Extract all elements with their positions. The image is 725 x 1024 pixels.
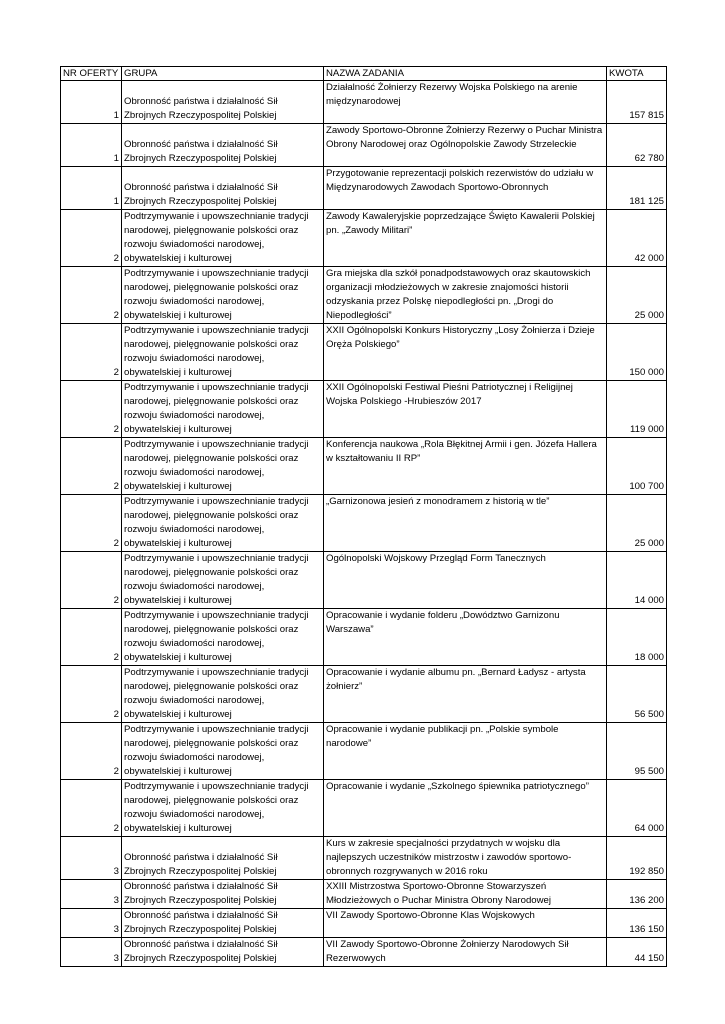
cell-nazwa-zadania — [324, 837, 607, 880]
cell-kwota — [607, 381, 667, 438]
table-row — [61, 837, 667, 880]
table-row — [61, 81, 667, 124]
cell-kwota-text: 136 200 — [629, 895, 664, 907]
cell-nazwa-zadania-text: Gra miejska dla szkół ponadpodstawowych oraz skautowskich organizacji młodzieżowych w zakresie znajomości historii odzyskania przez Polskę niepodległości pn. „Drogi do Niepodległości” — [326, 268, 591, 321]
cell-grupa-text: Podtrzymywanie i upowszechnianie tradycji narodowej, pielęgnowanie polskości oraz rozwoju świadomości narodowej, obywatelskiej i kulturowej — [124, 781, 309, 835]
cell-grupa — [122, 880, 324, 909]
cell-kwota — [607, 124, 667, 167]
cell-kwota — [607, 837, 667, 880]
table-row — [61, 210, 667, 267]
cell-nr-oferty — [61, 167, 122, 210]
cell-nr-oferty-text: 3 — [113, 866, 119, 878]
cell-grupa-text: Podtrzymywanie i upowszechnianie tradycji narodowej, pielęgnowanie polskości oraz rozwoju świadomości narodowej, obywatelskiej i kulturowej — [124, 268, 309, 322]
cell-grupa — [122, 124, 324, 167]
cell-nazwa-zadania — [324, 438, 607, 495]
cell-grupa — [122, 666, 324, 723]
cell-grupa-text: Podtrzymywanie i upowszechnianie tradycji narodowej, pielęgnowanie polskości oraz rozwoju świadomości narodowej, obywatelskiej i kulturowej — [124, 439, 309, 493]
table-row — [61, 938, 667, 967]
cell-kwota — [607, 909, 667, 938]
header-kwota: KWOTA — [607, 67, 667, 81]
cell-nr-oferty-text: 2 — [113, 424, 119, 436]
cell-nr-oferty-text: 1 — [113, 153, 119, 165]
cell-grupa-text: Obronność państwa i działalność Sił Zbrojnych Rzeczypospolitej Polskiej — [124, 182, 278, 208]
cell-nazwa-zadania — [324, 666, 607, 723]
cell-nr-oferty — [61, 381, 122, 438]
table-row — [61, 495, 667, 552]
cell-nazwa-zadania — [324, 609, 607, 666]
cell-nazwa-zadania — [324, 124, 607, 167]
cell-nr-oferty — [61, 837, 122, 880]
cell-nr-oferty — [61, 124, 122, 167]
cell-nazwa-zadania — [324, 880, 607, 909]
cell-grupa — [122, 609, 324, 666]
cell-nazwa-zadania — [324, 210, 607, 267]
cell-kwota — [607, 880, 667, 909]
cell-nazwa-zadania-text: Opracowanie i wydanie albumu pn. „Bernard Ładysz - artysta żołnierz” — [326, 667, 586, 692]
cell-kwota — [607, 666, 667, 723]
cell-nr-oferty-text: 2 — [113, 367, 119, 379]
cell-nazwa-zadania — [324, 723, 607, 780]
header-row — [61, 67, 667, 81]
cell-kwota — [607, 609, 667, 666]
cell-nazwa-zadania — [324, 167, 607, 210]
cell-kwota — [607, 495, 667, 552]
cell-nazwa-zadania — [324, 938, 607, 967]
cell-kwota-text: 14 000 — [634, 595, 664, 607]
cell-kwota-text: 56 500 — [634, 709, 664, 721]
cell-grupa — [122, 81, 324, 124]
table-row — [61, 666, 667, 723]
cell-nr-oferty — [61, 210, 122, 267]
cell-nr-oferty-text: 2 — [113, 709, 119, 721]
cell-grupa-text: Podtrzymywanie i upowszechnianie tradycji narodowej, pielęgnowanie polskości oraz rozwoju świadomości narodowej, obywatelskiej i kulturowej — [124, 382, 309, 436]
cell-nr-oferty — [61, 780, 122, 837]
cell-grupa-text: Obronność państwa i działalność Sił Zbrojnych Rzeczypospolitej Polskiej — [124, 939, 278, 965]
cell-nazwa-zadania — [324, 381, 607, 438]
cell-grupa — [122, 267, 324, 324]
cell-nr-oferty-text: 2 — [113, 310, 119, 322]
cell-kwota — [607, 938, 667, 967]
cell-nazwa-zadania-text: Zawody Sportowo-Obronne Żołnierzy Rezerwy o Puchar Ministra Obrony Narodowej oraz Ogólnopolskie Zawody Strzeleckie — [326, 125, 603, 150]
cell-kwota-text: 62 780 — [634, 153, 664, 165]
cell-kwota-text: 136 150 — [629, 924, 664, 936]
cell-kwota — [607, 267, 667, 324]
cell-kwota-text: 95 500 — [634, 766, 664, 778]
cell-grupa-text: Obronność państwa i działalność Sił Zbrojnych Rzeczypospolitej Polskiej — [124, 881, 278, 907]
cell-nazwa-zadania-text: Kurs w zakresie specjalności przydatnych w wojsku dla najlepszych uczestników mistrzostw i zawodów sportowo-obronnych rozgrywanych w 2016 roku — [326, 838, 572, 877]
cell-kwota — [607, 324, 667, 381]
cell-nazwa-zadania — [324, 780, 607, 837]
cell-kwota — [607, 780, 667, 837]
cell-grupa-text: Podtrzymywanie i upowszechnianie tradycji narodowej, pielęgnowanie polskości oraz rozwoju świadomości narodowej, obywatelskiej i kulturowej — [124, 667, 309, 721]
cell-nr-oferty — [61, 723, 122, 780]
cell-grupa — [122, 495, 324, 552]
cell-nr-oferty — [61, 267, 122, 324]
cell-nazwa-zadania-text: VII Zawody Sportowo-Obronne Klas Wojskowych — [326, 910, 535, 921]
cell-nazwa-zadania — [324, 267, 607, 324]
cell-grupa-text: Podtrzymywanie i upowszechnianie tradycji narodowej, pielęgnowanie polskości oraz rozwoju świadomości narodowej, obywatelskiej i kulturowej — [124, 724, 309, 778]
header-nazwa-zadania: NAZWA ZADANIA — [324, 67, 607, 81]
cell-grupa-text: Obronność państwa i działalność Sił Zbrojnych Rzeczypospolitej Polskiej — [124, 852, 278, 878]
cell-kwota — [607, 723, 667, 780]
cell-grupa-text: Obronność państwa i działalność Sił Zbrojnych Rzeczypospolitej Polskiej — [124, 96, 278, 122]
cell-nr-oferty — [61, 666, 122, 723]
cell-nazwa-zadania-text: Działalność Żołnierzy Rezerwy Wojska Polskiego na arenie międzynarodowej — [326, 82, 578, 107]
header-nr-oferty: NR OFERTY — [61, 67, 122, 81]
header-grupa: GRUPA — [122, 67, 324, 81]
cell-nr-oferty-text: 3 — [113, 953, 119, 965]
cell-kwota-text: 25 000 — [634, 310, 664, 322]
cell-kwota — [607, 438, 667, 495]
cell-nazwa-zadania — [324, 81, 607, 124]
cell-nazwa-zadania-text: Zawody Kawaleryjskie poprzedzające Święto Kawalerii Polskiej pn. „Zawody Militari” — [326, 211, 595, 236]
cell-nr-oferty-text: 3 — [113, 924, 119, 936]
cell-kwota-text: 100 700 — [629, 481, 664, 493]
cell-nazwa-zadania-text: Opracowanie i wydanie publikacji pn. „Polskie symbole narodowe” — [326, 724, 559, 749]
cell-grupa — [122, 210, 324, 267]
cell-nr-oferty — [61, 552, 122, 609]
cell-grupa-text: Obronność państwa i działalność Sił Zbrojnych Rzeczypospolitej Polskiej — [124, 139, 278, 165]
cell-nazwa-zadania-text: Ogólnopolski Wojskowy Przegląd Form Tanecznych — [326, 553, 546, 564]
cell-nazwa-zadania-text: Opracowanie i wydanie folderu „Dowództwo Garnizonu Warszawa” — [326, 610, 560, 635]
cell-grupa-text: Obronność państwa i działalność Sił Zbrojnych Rzeczypospolitej Polskiej — [124, 910, 278, 936]
cell-grupa-text: Podtrzymywanie i upowszechnianie tradycji narodowej, pielęgnowanie polskości oraz rozwoju świadomości narodowej, obywatelskiej i kulturowej — [124, 610, 309, 664]
cell-nr-oferty-text: 2 — [113, 481, 119, 493]
cell-grupa — [122, 324, 324, 381]
cell-nazwa-zadania-text: XXIII Mistrzostwa Sportowo-Obronne Stowarzyszeń Młodzieżowych o Puchar Ministra Obrony Narodowej — [326, 881, 552, 906]
cell-kwota-text: 64 000 — [634, 823, 664, 835]
cell-nazwa-zadania-text: Konferencja naukowa „Rola Błękitnej Armii i gen. Józefa Hallera w kształtowaniu II RP” — [326, 439, 597, 464]
cell-nr-oferty — [61, 324, 122, 381]
cell-grupa — [122, 909, 324, 938]
table-row — [61, 780, 667, 837]
cell-nr-oferty-text: 2 — [113, 823, 119, 835]
cell-grupa — [122, 552, 324, 609]
table-row — [61, 167, 667, 210]
cell-grupa — [122, 837, 324, 880]
cell-nr-oferty-text: 2 — [113, 652, 119, 664]
cell-grupa — [122, 167, 324, 210]
cell-grupa — [122, 438, 324, 495]
cell-nr-oferty — [61, 438, 122, 495]
cell-nazwa-zadania-text: Przygotowanie reprezentacji polskich rezerwistów do udziału w Międzynarodowych Zawodach Sportowo-Obronnych — [326, 168, 594, 193]
table-row — [61, 880, 667, 909]
cell-nr-oferty-text: 2 — [113, 253, 119, 265]
cell-nazwa-zadania-text: „Garnizonowa jesień z monodramem z historią w tle” — [326, 496, 550, 507]
cell-kwota-text: 42 000 — [634, 253, 664, 265]
table-row — [61, 909, 667, 938]
table-row — [61, 609, 667, 666]
cell-nazwa-zadania-text: XXII Ogólnopolski Festiwal Pieśni Patriotycznej i Religijnej Wojska Polskiego -Hrubieszów 2017 — [326, 382, 573, 407]
cell-kwota-text: 192 850 — [629, 866, 664, 878]
cell-nazwa-zadania-text: Opracowanie i wydanie „Szkolnego śpiewnika patriotycznego” — [326, 781, 589, 792]
cell-kwota-text: 150 000 — [629, 367, 664, 379]
cell-kwota-text: 157 815 — [629, 110, 664, 122]
cell-kwota — [607, 167, 667, 210]
cell-grupa-text: Podtrzymywanie i upowszechnianie tradycji narodowej, pielęgnowanie polskości oraz rozwoju świadomości narodowej, obywatelskiej i kulturowej — [124, 211, 309, 265]
table-row — [61, 552, 667, 609]
cell-nazwa-zadania — [324, 552, 607, 609]
cell-grupa — [122, 381, 324, 438]
cell-nr-oferty-text: 2 — [113, 766, 119, 778]
cell-grupa — [122, 938, 324, 967]
cell-grupa-text: Podtrzymywanie i upowszechnianie tradycji narodowej, pielęgnowanie polskości oraz rozwoju świadomości narodowej, obywatelskiej i kulturowej — [124, 553, 309, 607]
table-row — [61, 438, 667, 495]
cell-kwota-text: 44 150 — [634, 953, 664, 965]
table-row — [61, 324, 667, 381]
table-row — [61, 381, 667, 438]
cell-nr-oferty — [61, 880, 122, 909]
cell-nr-oferty-text: 3 — [113, 895, 119, 907]
cell-nr-oferty — [61, 938, 122, 967]
cell-kwota-text: 119 000 — [630, 424, 664, 436]
cell-grupa-text: Podtrzymywanie i upowszechnianie tradycji narodowej, pielęgnowanie polskości oraz rozwoju świadomości narodowej, obywatelskiej i kulturowej — [124, 496, 309, 550]
cell-nr-oferty-text: 2 — [113, 538, 119, 550]
table-row — [61, 124, 667, 167]
cell-nr-oferty-text: 1 — [113, 196, 119, 208]
cell-nazwa-zadania — [324, 495, 607, 552]
cell-nr-oferty-text: 2 — [113, 595, 119, 607]
table-row — [61, 267, 667, 324]
cell-kwota — [607, 552, 667, 609]
cell-nr-oferty-text: 1 — [113, 110, 119, 122]
cell-nr-oferty — [61, 81, 122, 124]
cell-grupa — [122, 780, 324, 837]
cell-nr-oferty — [61, 609, 122, 666]
cell-kwota-text: 181 125 — [629, 196, 664, 208]
offers-table — [60, 66, 667, 967]
cell-grupa — [122, 723, 324, 780]
cell-kwota-text: 18 000 — [634, 652, 664, 664]
cell-kwota — [607, 210, 667, 267]
cell-nazwa-zadania-text: VII Zawody Sportowo-Obronne Żołnierzy Narodowych Sił Rezerwowych — [326, 939, 569, 964]
cell-kwota — [607, 81, 667, 124]
cell-nr-oferty — [61, 909, 122, 938]
cell-nazwa-zadania — [324, 324, 607, 381]
table-row — [61, 723, 667, 780]
cell-nazwa-zadania-text: XXII Ogólnopolski Konkurs Historyczny „Losy Żołnierza i Dzieje Oręża Polskiego” — [326, 325, 595, 350]
cell-nazwa-zadania — [324, 909, 607, 938]
cell-kwota-text: 25 000 — [634, 538, 664, 550]
cell-grupa-text: Podtrzymywanie i upowszechnianie tradycji narodowej, pielęgnowanie polskości oraz rozwoju świadomości narodowej, obywatelskiej i kulturowej — [124, 325, 309, 379]
cell-nr-oferty — [61, 495, 122, 552]
